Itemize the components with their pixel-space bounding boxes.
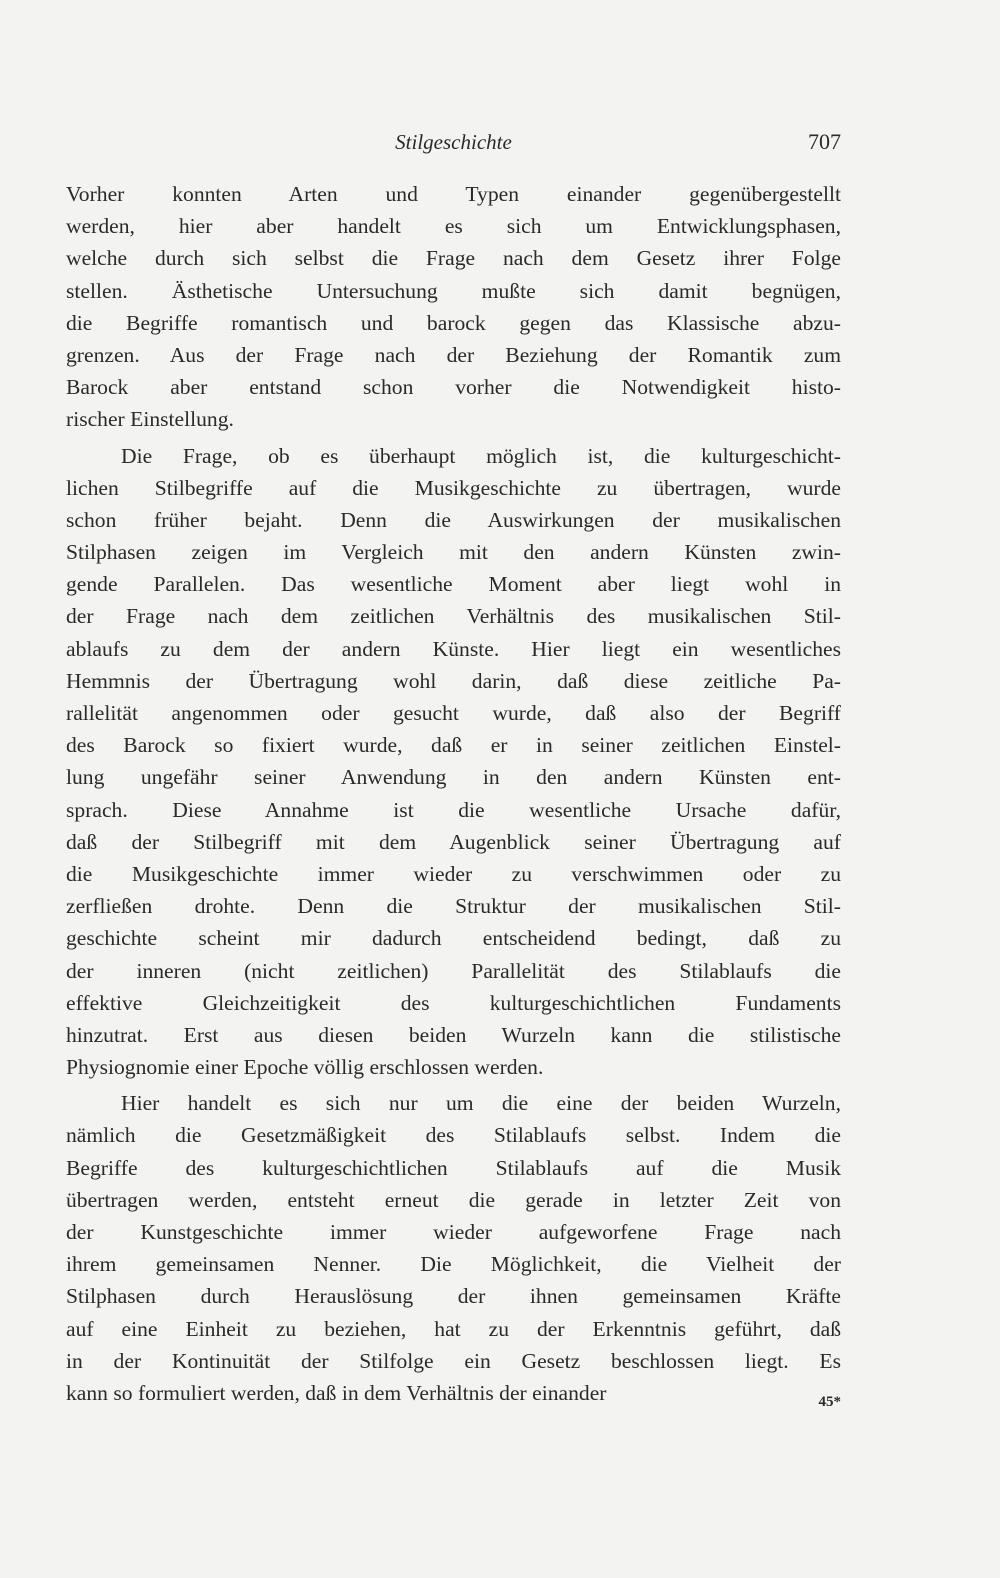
text-line: die Begriffe romantisch und barock gegen das Klassische abzu- [66,310,841,335]
text-line: gende Parallelen. Das wesentliche Moment aber liegt wohl in [66,572,841,597]
text-line: geschichte scheint mir dadurch entscheidend bedingt, daß zu [66,926,841,951]
text-line: der Kunstgeschichte immer wieder aufgeworfene Frage nach [66,1220,841,1244]
running-head [66,126,841,158]
body-text [66,178,841,1409]
text-line: in der Kontinuität der Stilfolge ein Gesetz beschlossen liegt. Es [66,1348,841,1373]
text-line: sprach. Diese Annahme ist die wesentliche Ursache dafür, [66,797,841,822]
printer-signature-mark: 45* [818,1394,841,1410]
text-line: lung ungefähr seiner Anwendung in den andern Künsten ent- [66,765,841,790]
text-line: Stilphasen durch Herauslösung der ihnen gemeinsamen Kräfte [66,1284,841,1309]
paragraph [66,178,841,436]
text-line: Hemmnis der Übertragung wohl darin, daß diese zeitliche Pa- [66,668,841,693]
paragraph [66,440,841,1084]
text-line: ihrem gemeinsamen Nenner. Die Möglichkeit, die Vielheit der [66,1252,841,1277]
text-line: Begriffe des kulturgeschichtlichen Stilablaufs auf die Musik [66,1155,841,1180]
text-line: ablaufs zu dem der andern Künste. Hier liegt ein wesentliches [66,636,841,661]
text-line: werden, hier aber handelt es sich um Entwicklungsphasen, [66,214,841,239]
text-line: schon früher bejaht. Denn die Auswirkungen der musikalischen [66,507,841,532]
text-line: grenzen. Aus der Frage nach der Beziehung der Romantik zum [66,342,841,367]
text-line: rischer Einstellung. [66,407,234,432]
text-line: Vorher konnten Arten und Typen einander gegenübergestellt [66,182,841,206]
paragraph [66,1087,841,1409]
text-line: hinzutrat. Erst aus diesen beiden Wurzeln kann die stilistische [66,1022,841,1047]
text-line: der inneren (nicht zeitlichen) Parallelität des Stilablaufs die [66,958,841,983]
text-line: daß der Stilbegriff mit dem Augenblick seiner Übertragung auf [66,829,841,854]
text-line: Stilphasen zeigen im Vergleich mit den andern Künsten zwin- [66,540,841,565]
text-line: zerfließen drohte. Denn die Struktur der musikalischen Stil- [66,894,841,919]
text-line: Barock aber entstand schon vorher die Notwendigkeit histo- [66,375,841,400]
text-line: Die Frage, ob es überhaupt möglich ist, die kulturgeschicht- [121,443,841,468]
text-line: stellen. Ästhetische Untersuchung mußte sich damit begnügen, [66,278,841,303]
text-line: nämlich die Gesetzmäßigkeit des Stilablaufs selbst. Indem die [66,1123,841,1148]
text-line: effektive Gleichzeitigkeit des kulturgeschichtlichen Fundaments [66,990,841,1015]
text-line: Physiognomie einer Epoche völlig erschlossen werden. [66,1055,544,1080]
text-line: welche durch sich selbst die Frage nach dem Gesetz ihrer Folge [66,246,841,271]
text-line: Hier handelt es sich nur um die eine der beiden Wurzeln, [121,1091,841,1116]
text-line: der Frage nach dem zeitlichen Verhältnis des musikalischen Stil- [66,604,841,629]
text-line: lichen Stilbegriffe auf die Musikgeschichte zu übertragen, wurde [66,475,841,500]
running-title: Stilgeschichte [395,130,512,154]
text-line: rallelität angenommen oder gesucht wurde, daß also der Begriff [66,701,841,725]
text-line: übertragen werden, entsteht erneut die gerade in letzter Zeit von [66,1187,841,1212]
text-line: die Musikgeschichte immer wieder zu verschwimmen oder zu [66,861,841,886]
page-number: 707 [808,129,841,154]
text-line: auf eine Einheit zu beziehen, hat zu der Erkenntnis geführt, daß [66,1316,841,1341]
text-line: des Barock so fixiert wurde, daß er in seiner zeitlichen Einstel- [66,733,841,758]
text-line: kann so formuliert werden, daß in dem Verhältnis der einander [66,1380,607,1405]
